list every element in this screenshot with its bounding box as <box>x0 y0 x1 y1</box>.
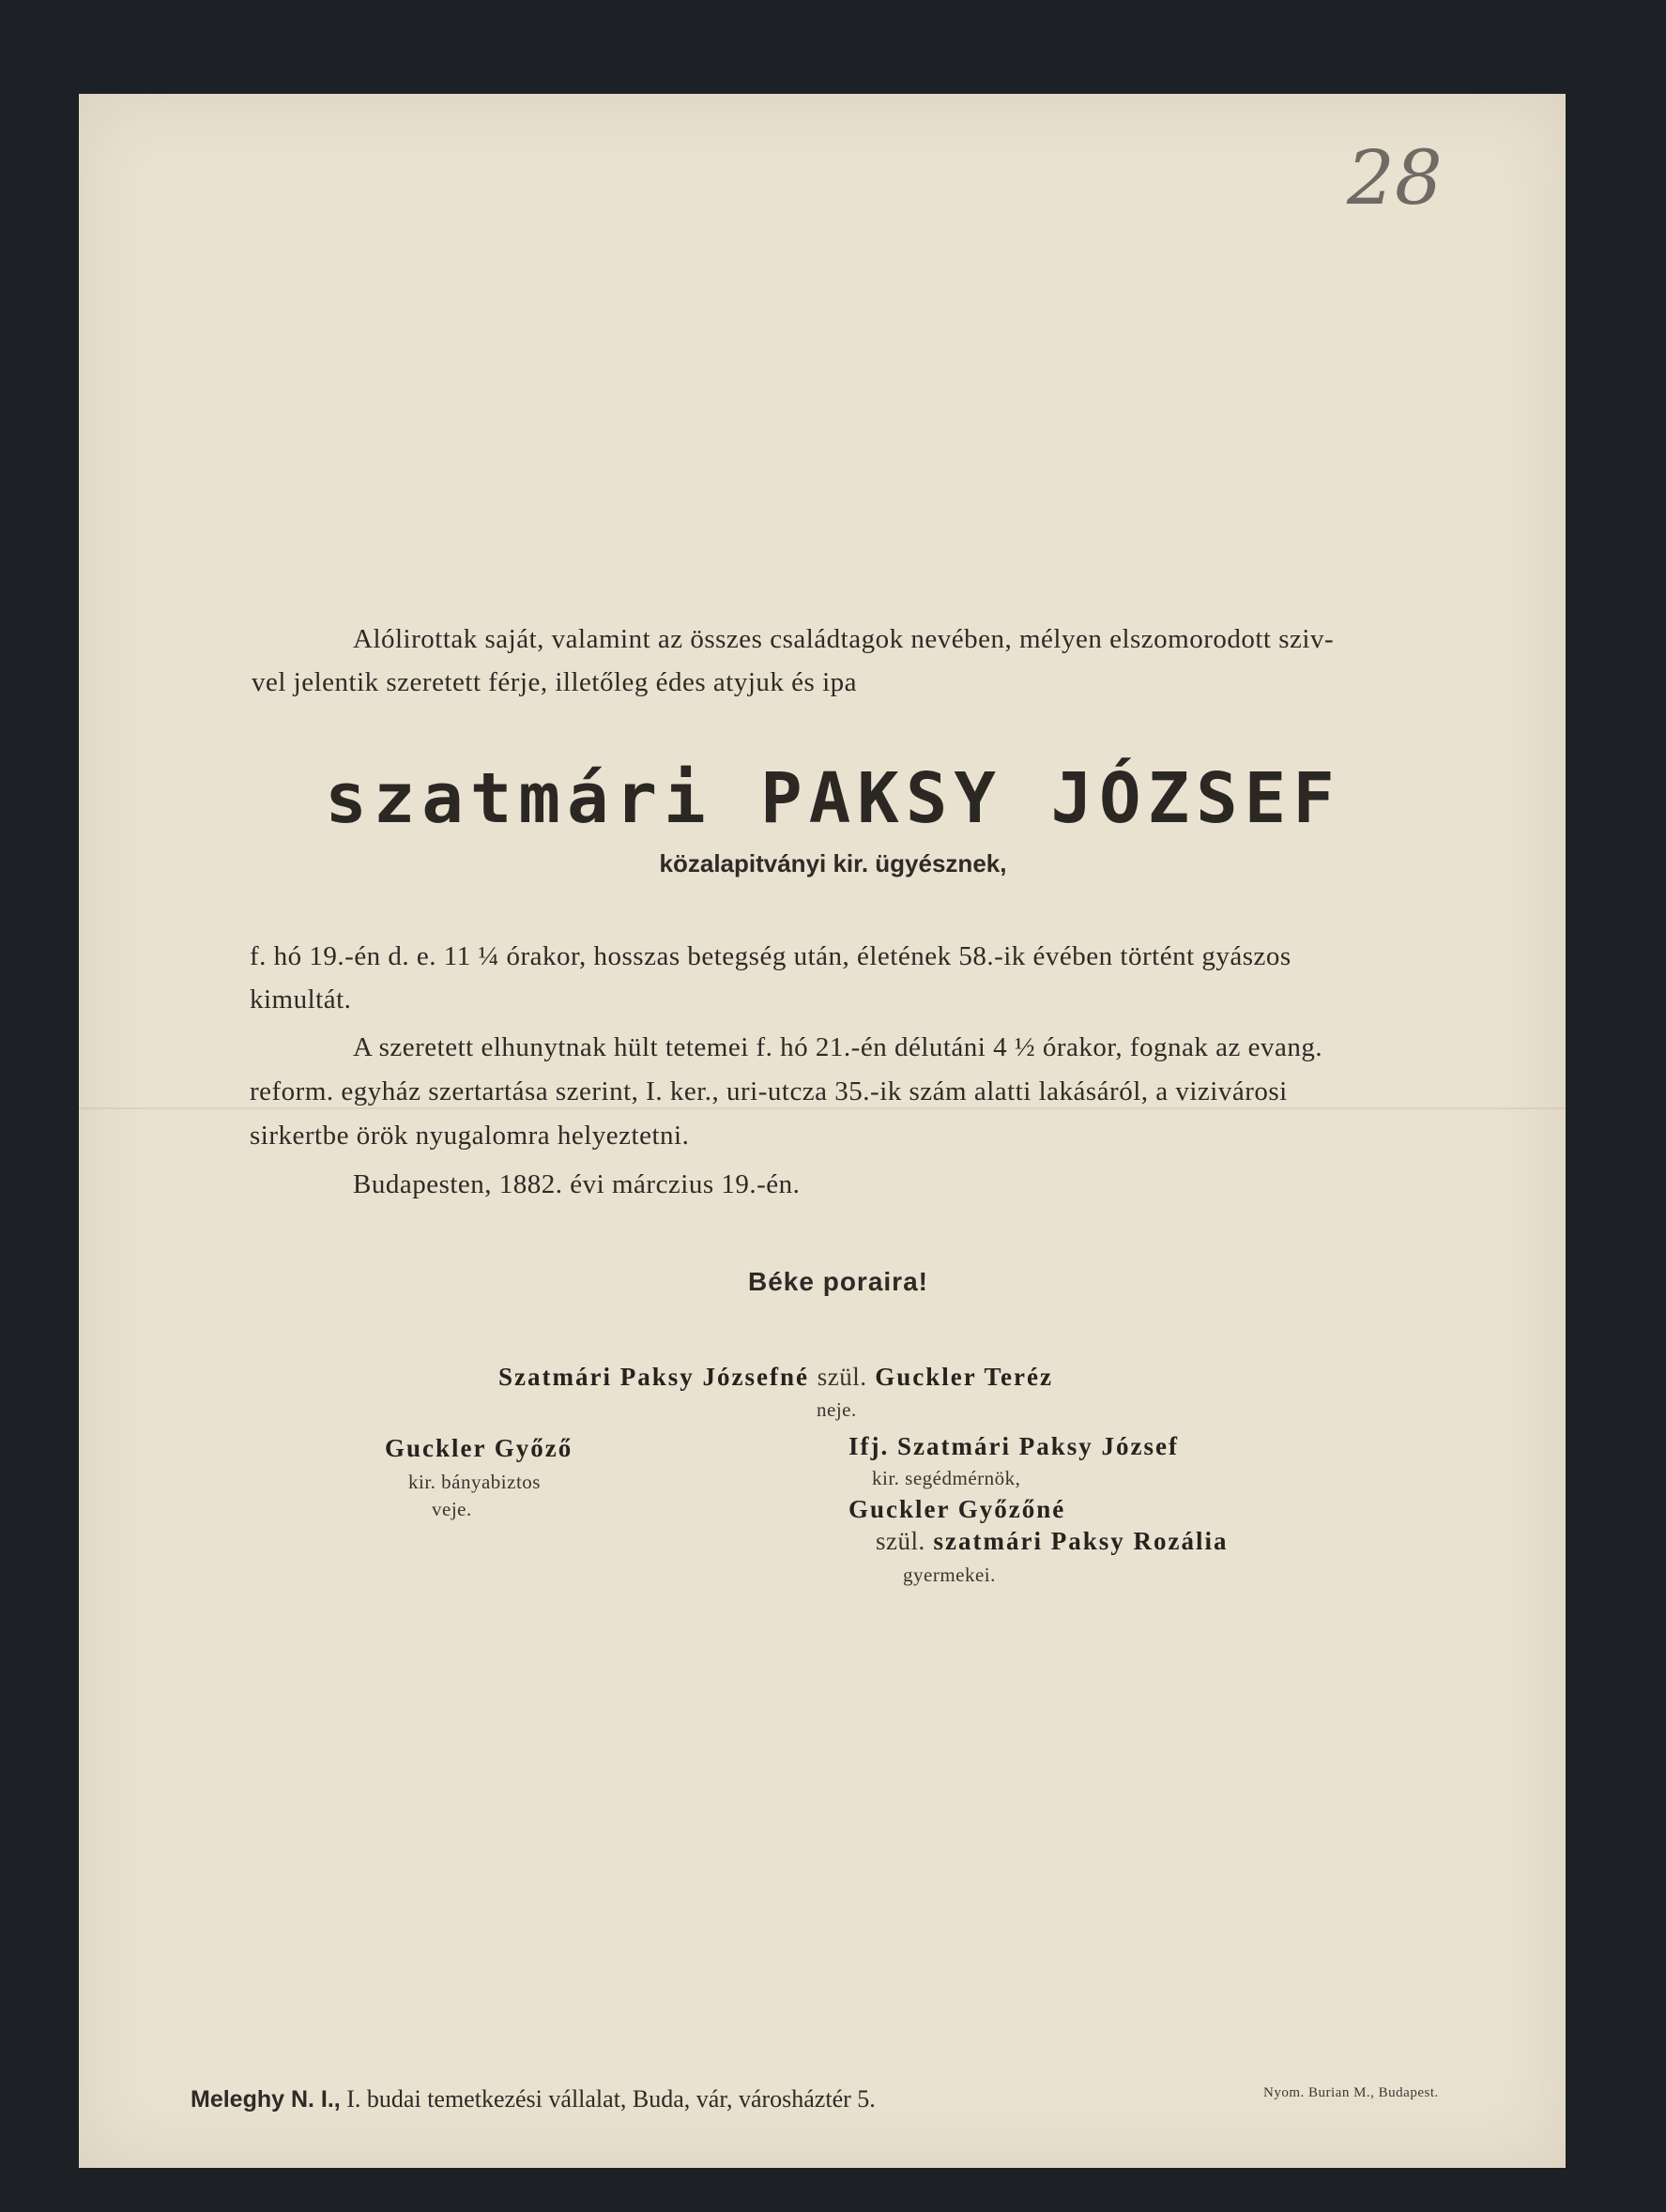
daughter-born-prefix: szül. <box>876 1527 925 1555</box>
daughter-maiden-name: szatmári Paksy Rozália <box>933 1527 1229 1555</box>
daughter-maiden-line <box>876 1527 1228 1556</box>
son-in-law-name: Guckler Győző <box>385 1434 573 1462</box>
intro-line-1: Alólirottak saját, valamint az összes családtagok nevében, mélyen elszomorodott sziv- <box>353 624 1335 654</box>
son-in-law-position: kir. bányabiztos <box>408 1471 541 1493</box>
undertaker-details: I. budai temetkezési vállalat, Buda, vár, városháztér 5. <box>346 2085 876 2113</box>
undertaker-name: Meleghy N. I., <box>191 2086 341 2113</box>
intro-line-2: vel jelentik szeretett férje, illetőleg édes atyjuk és ipa <box>252 667 857 697</box>
widow-born-prefix: szül. <box>817 1363 867 1391</box>
printer-imprint: Nyom. Burian M., Budapest. <box>1263 2085 1439 2100</box>
undertaker-footer <box>191 2085 876 2113</box>
son-name: Ifj. Szatmári Paksy József <box>848 1432 1179 1460</box>
death-line-1: f. hó 19.-én d. e. 11 ¼ órakor, hosszas betegség után, életének 58.-ik évében történt gyászos <box>250 941 1292 971</box>
widow-name: Szatmári Paksy Józsefné <box>498 1363 809 1391</box>
widow-role: neje. <box>817 1398 857 1421</box>
funeral-line-2: reform. egyház szertartása szerint, I. ker., uri-utcza 35.-ik szám alatti lakásáról, a vizivárosi <box>250 1076 1288 1106</box>
son-position: kir. segédmérnök, <box>872 1467 1021 1489</box>
daughter-name: Guckler Győzőné <box>848 1495 1066 1523</box>
deceased-title: közalapitványi kir. ügyésznek, <box>659 849 1007 877</box>
widow-maiden-name: Guckler Teréz <box>875 1363 1053 1391</box>
death-line-2: kimultát. <box>250 984 352 1014</box>
handwritten-page-number: 28 <box>1347 134 1443 221</box>
date-line: Budapesten, 1882. évi márczius 19.-én. <box>353 1169 801 1199</box>
blessing: Béke poraira! <box>748 1267 928 1296</box>
deceased-name: szatmári PAKSY JÓZSEF <box>325 758 1341 839</box>
funeral-line-3: sirkertbe örök nyugalomra helyeztetni. <box>250 1121 690 1151</box>
funeral-line-1: A szeretett elhunytnak hült tetemei f. hó 21.-én délutáni 4 ½ órakor, fognak az evang. <box>353 1032 1323 1062</box>
son-in-law-role: veje. <box>432 1498 472 1520</box>
signatory-widow <box>498 1363 1053 1392</box>
children-role: gyermekei. <box>903 1564 996 1586</box>
